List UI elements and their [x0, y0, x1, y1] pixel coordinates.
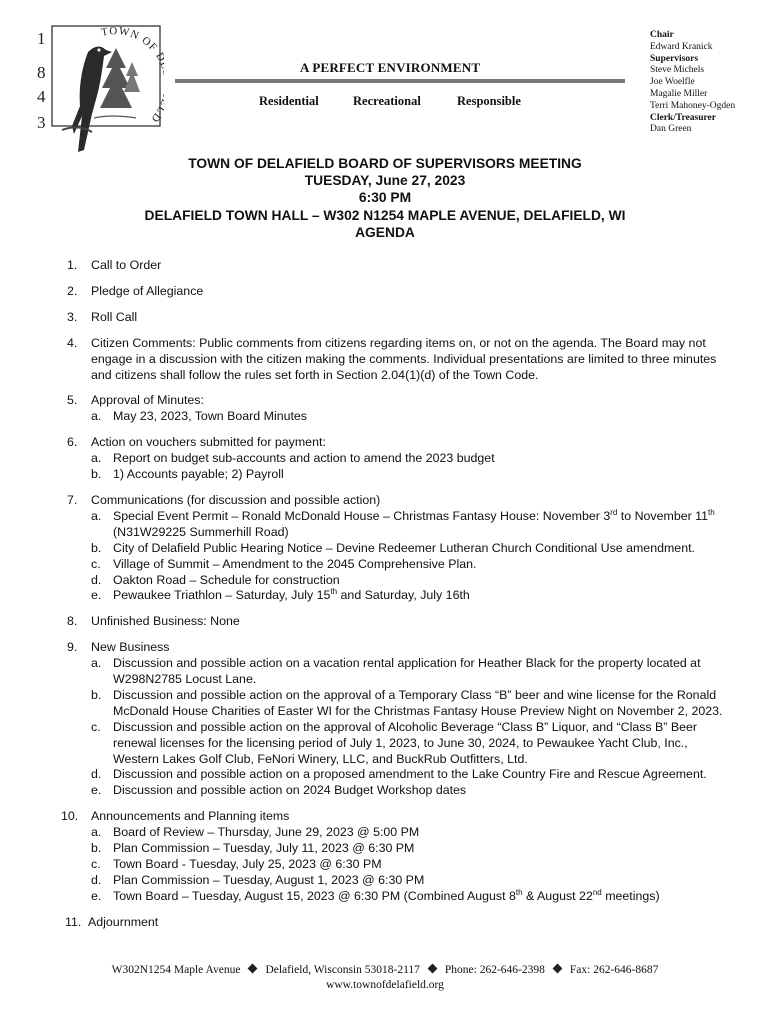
seal-digit-1: 1: [37, 29, 46, 48]
item-number: 11.: [65, 914, 82, 929]
item-text: Citizen Comments: Public comments from citizens regarding items on, or not on the agenda. The Board may not engage in a discussion with the citizen making the comments. Individual presentations are limited to three minutes and citizens shall follow the rules set forth in Section 2.04(1)(d) of the Town Code.: [91, 335, 717, 382]
officer-role-clerk: Clerk/Treasurer: [650, 112, 716, 123]
footer-phone: Phone: 262-646-2398: [444, 964, 545, 976]
text-part: (N31W29225 Summerhill Road): [113, 524, 289, 539]
seal-digit-2: 8: [37, 63, 46, 82]
footer-city: Delafield, Wisconsin 53018-2117: [265, 964, 420, 976]
sub-letter: a.: [91, 451, 102, 466]
ordinal-suffix: th: [330, 587, 338, 597]
tagline-recreational: Recreational: [353, 94, 421, 108]
officers-list: [650, 30, 735, 136]
seal-arc-text: TOWN OF D: [100, 25, 163, 125]
ordinal-suffix: rd: [610, 507, 618, 517]
meeting-title-block: [0, 155, 770, 241]
sub-item: [91, 467, 731, 483]
ordinal-suffix: th: [515, 887, 523, 897]
ordinal-suffix: th: [708, 507, 715, 517]
sub-item: [91, 557, 731, 573]
agenda-item: [0, 310, 770, 326]
sub-text: Discussion and possible action on the approval of a Temporary Class “B” beer and wine license for the Ronald McDonald House Charities of Easter WI for the Christmas Fantasy House Preview Night on November 2, 2023.: [113, 687, 723, 718]
tagline-residential: Residential: [259, 94, 319, 108]
sub-item: [91, 509, 731, 541]
officer-name: Edward Kranick: [650, 41, 713, 52]
item-number: 3.: [67, 309, 78, 324]
diamond-separator-icon: [552, 964, 562, 974]
agenda-item: [0, 258, 770, 274]
sub-letter: a.: [91, 656, 102, 671]
meeting-location: DELAFIELD TOWN HALL – W302 N1254 MAPLE AVENUE, DELAFIELD, WI: [144, 207, 626, 223]
sub-text: Discussion and possible action on a vacation rental application for Heather Black for the property located at W298N2785 Locust Lane.: [113, 656, 701, 687]
item-text: Call to Order: [91, 258, 162, 272]
sub-text: Oakton Road – Schedule for construction: [113, 572, 340, 587]
diamond-separator-icon: [427, 964, 437, 974]
sub-text: [113, 889, 731, 905]
diamond-separator-icon: [248, 964, 258, 974]
item-text: Action on vouchers submitted for payment:: [91, 435, 326, 450]
sub-text: [113, 588, 731, 604]
sub-item: [91, 720, 731, 768]
sub-letter: a.: [91, 508, 102, 523]
sub-text: [113, 509, 731, 541]
ordinal-suffix: nd: [592, 887, 602, 897]
item-number: 5.: [67, 393, 78, 408]
sub-item: [91, 688, 731, 720]
officer-name: Dan Green: [650, 124, 692, 135]
item-text: Pledge of Allegiance: [91, 283, 204, 298]
sub-item: [91, 825, 731, 841]
text-part: Special Event Permit – Ronald McDonald House – Christmas Fantasy House: November 3: [113, 508, 611, 523]
sub-item: [91, 573, 731, 589]
item-text: Approval of Minutes:: [91, 393, 204, 408]
item-text: New Business: [91, 640, 170, 655]
agenda-item: [0, 393, 770, 425]
header-rule: [175, 79, 625, 83]
meeting-title: TOWN OF DELAFIELD BOARD OF SUPERVISORS MEETING: [188, 156, 582, 171]
agenda-item: [0, 614, 770, 630]
sub-letter: d.: [91, 872, 102, 887]
agenda-list: [0, 258, 770, 941]
sub-letter: d.: [91, 572, 102, 587]
sub-letter: c.: [91, 719, 101, 734]
item-text: Communications (for discussion and possible action): [91, 492, 381, 507]
sub-text: May 23, 2023, Town Board Minutes: [113, 409, 308, 424]
sub-letter: c.: [91, 556, 101, 571]
item-number: 2.: [67, 283, 78, 298]
officer-name: Magalie Miller: [650, 88, 708, 99]
sub-letter: e.: [91, 888, 102, 903]
sub-item: [91, 873, 731, 889]
sub-letter: c.: [91, 857, 101, 871]
sub-text: Town Board - Tuesday, July 25, 2023 @ 6:30 PM: [113, 857, 382, 871]
sub-item: [91, 767, 731, 783]
item-text: Announcements and Planning items: [91, 809, 290, 824]
town-seal-logo: [32, 22, 164, 158]
item-number: 7.: [67, 492, 78, 507]
item-number: 8.: [67, 614, 78, 629]
agenda-heading: AGENDA: [355, 224, 415, 240]
item-text: Adjournment: [88, 914, 159, 929]
officer-role-chair: Chair: [650, 30, 674, 40]
text-part: meetings): [601, 888, 660, 903]
agenda-item: [0, 435, 770, 483]
officer-name: Terri Mahoney-Ogden: [650, 100, 736, 111]
sub-item: [91, 889, 731, 905]
officer-name: Steve Michels: [650, 65, 705, 76]
item-number: 6.: [67, 435, 78, 450]
item-number: 9.: [67, 640, 78, 655]
agenda-item: [0, 284, 770, 300]
sub-letter: e.: [91, 588, 102, 603]
sub-text: Plan Commission – Tuesday, July 11, 2023 @ 6:30 PM: [113, 841, 415, 856]
sub-letter: b.: [91, 687, 102, 702]
agenda-item: [0, 809, 770, 904]
sub-text: Discussion and possible action on 2024 Budget Workshop dates: [113, 783, 467, 798]
sub-text: City of Delafield Public Hearing Notice – Devine Redeemer Lutheran Church Conditional Use amendment.: [113, 540, 695, 555]
meeting-time: 6:30 PM: [358, 190, 412, 206]
sub-item: [91, 783, 731, 799]
officer-name: Joe Woelfle: [650, 77, 695, 88]
text-part: & August 22: [522, 888, 593, 903]
seal-digit-4: 3: [37, 113, 46, 132]
sub-item: [91, 541, 731, 557]
sub-item: [91, 656, 731, 688]
item-text: Unfinished Business: None: [91, 614, 240, 629]
sub-letter: a.: [91, 409, 102, 424]
sub-item: [91, 588, 731, 604]
item-number: 1.: [67, 258, 78, 272]
sub-item: [91, 451, 731, 467]
item-text: Roll Call: [91, 309, 138, 324]
agenda-item: [0, 640, 770, 799]
footer: [0, 963, 770, 993]
tagline-responsible: Responsible: [457, 94, 521, 108]
agenda-item: [0, 493, 770, 604]
sub-item: [91, 857, 731, 873]
agenda-item: [0, 915, 770, 931]
footer-fax: Fax: 262-646-8687: [569, 964, 659, 976]
motto: A PERFECT ENVIRONMENT: [300, 60, 481, 75]
footer-contact-line: [0, 963, 770, 978]
sub-text: Board of Review – Thursday, June 29, 2023 @ 5:00 PM: [113, 825, 420, 840]
officer-role-supervisors: Supervisors: [650, 53, 699, 64]
sub-text: Discussion and possible action on a proposed amendment to the Lake Country Fire and Rescue Agreement.: [113, 767, 707, 782]
sub-letter: b.: [91, 467, 102, 482]
seal-digit-3: 4: [37, 87, 46, 106]
item-number: 4.: [67, 335, 78, 350]
agenda-item: [0, 336, 770, 384]
sub-letter: e.: [91, 783, 102, 798]
text-part: and Saturday, July 16th: [337, 588, 470, 603]
item-number: 10.: [61, 809, 79, 824]
text-part: to November 11: [617, 508, 709, 523]
sub-text: Report on budget sub-accounts and action to amend the 2023 budget: [113, 451, 495, 466]
text-part: Pewaukee Triathlon – Saturday, July 15: [113, 588, 331, 603]
sub-text: 1) Accounts payable; 2) Payroll: [113, 467, 284, 482]
sub-letter: d.: [91, 767, 102, 782]
sub-text: Discussion and possible action on the approval of Alcoholic Beverage “Class B” Liquor, and “Class B” Beer renewal licenses for the licensing period of July 1, 2023, to June 30, 2024, to Pewaukee Yacht Club, Inc., Western Lakes Golf Club, FeNori Winery, LLC, and BuckRub Outfitters, Ltd.: [113, 719, 698, 766]
sub-letter: b.: [91, 540, 102, 555]
sub-item: [91, 409, 731, 425]
footer-website[interactable]: www.townofdelafield.org: [326, 979, 444, 991]
sub-letter: a.: [91, 825, 102, 840]
footer-address: W302N1254 Maple Avenue: [111, 964, 241, 976]
text-part: Town Board – Tuesday, August 15, 2023 @ 6:30 PM (Combined August 8: [113, 888, 516, 903]
meeting-date: TUESDAY, June 27, 2023: [304, 173, 466, 189]
sub-letter: b.: [91, 841, 102, 856]
sub-text: Village of Summit – Amendment to the 2045 Comprehensive Plan.: [113, 556, 477, 571]
sub-text: Plan Commission – Tuesday, August 1, 2023 @ 6:30 PM: [113, 872, 425, 887]
sub-item: [91, 841, 731, 857]
